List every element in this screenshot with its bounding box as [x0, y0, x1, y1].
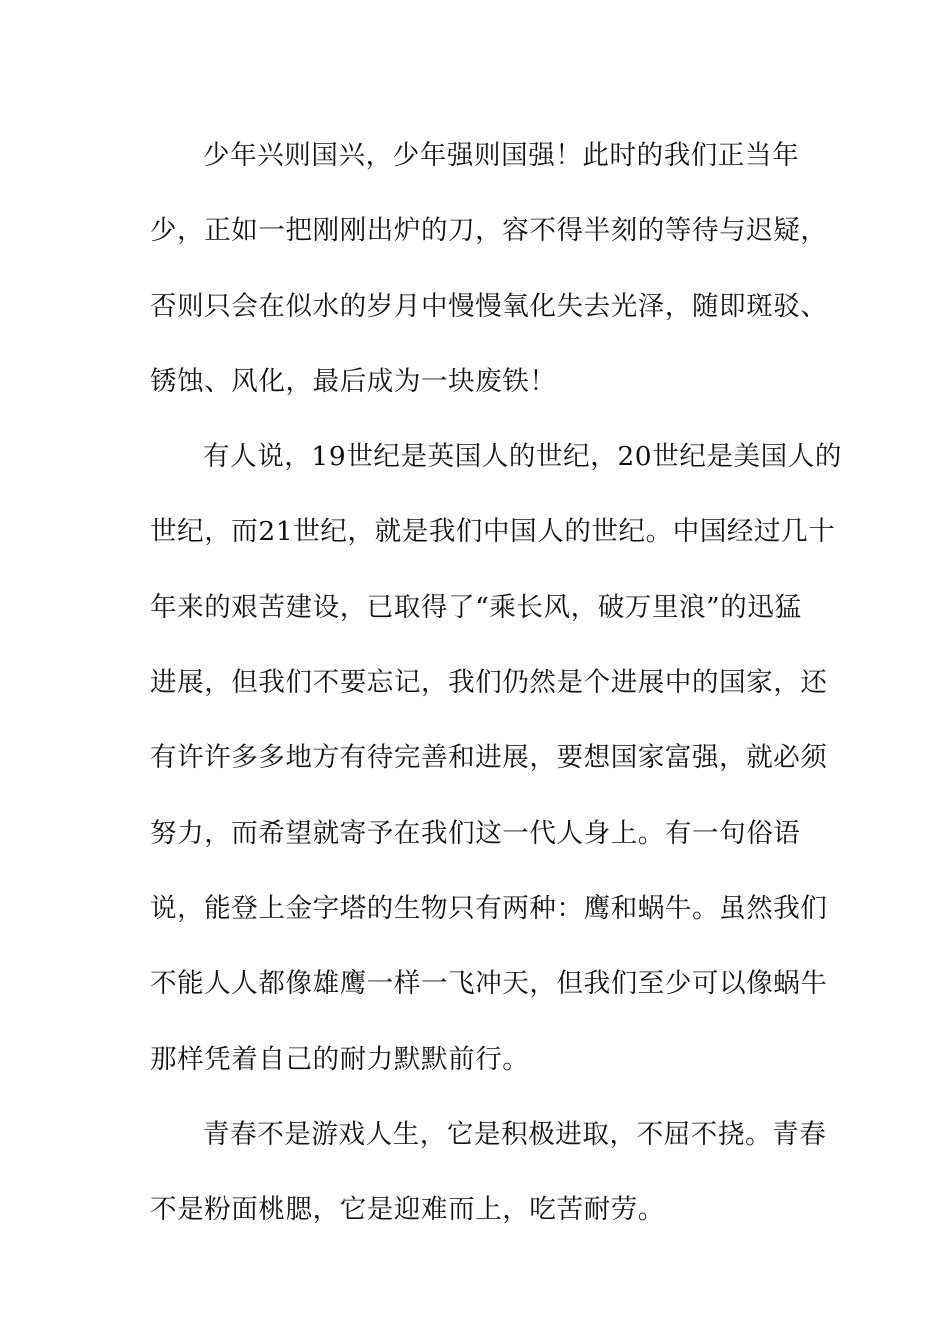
paragraph-1-line-2: 少，正如一把刚刚出炉的刀，容不得半刻的等待与迟疑，	[150, 215, 828, 247]
body-text	[150, 118, 842, 1247]
paragraph-2-line-8: 不能人人都像雄鹰一样一飞冲天，但我们至少可以像蜗牛	[150, 968, 828, 1000]
paragraph-2-line-7: 说，能登上金字塔的生物只有两种：鹰和蜗牛。虽然我们	[150, 892, 828, 924]
paragraph-2-line-3: 年来的艰苦建设，已取得了“乘长风，破万里浪”的迅猛	[150, 591, 802, 623]
paragraph-2-line-5: 有许许多多地方有待完善和进展，要想国家富强，就必须	[150, 742, 828, 774]
paragraph-2-line-4: 进展，但我们不要忘记，我们仍然是个进展中的国家，还	[150, 667, 828, 699]
paragraph-2-line-9: 那样凭着自己的耐力默默前行。	[150, 1043, 530, 1075]
paragraph-3-line-1: 青春不是游戏人生，它是积极进取，不屈不挠。青春	[203, 1118, 827, 1150]
paragraph-2-line-1: 有人说，19世纪是英国人的世纪，20世纪是美国人的	[203, 441, 842, 473]
paragraph-1-line-3: 否则只会在似水的岁月中慢慢氧化失去光泽，随即斑驳、	[150, 290, 828, 322]
paragraph-1-line-1: 少年兴则国兴，少年强则国强！此时的我们正当年	[203, 140, 800, 171]
paragraph-2-line-6: 努力，而希望就寄予在我们这一代人身上。有一句俗语	[150, 817, 801, 849]
paragraph-1-line-4: 锈蚀、风化，最后成为一块废铁！	[150, 365, 557, 397]
paragraph-2-line-2: 世纪，而21世纪，就是我们中国人的世纪。中国经过几十	[150, 516, 836, 548]
paragraph-3-line-2: 不是粉面桃腮，它是迎难而上，吃苦耐劳。	[150, 1194, 665, 1226]
